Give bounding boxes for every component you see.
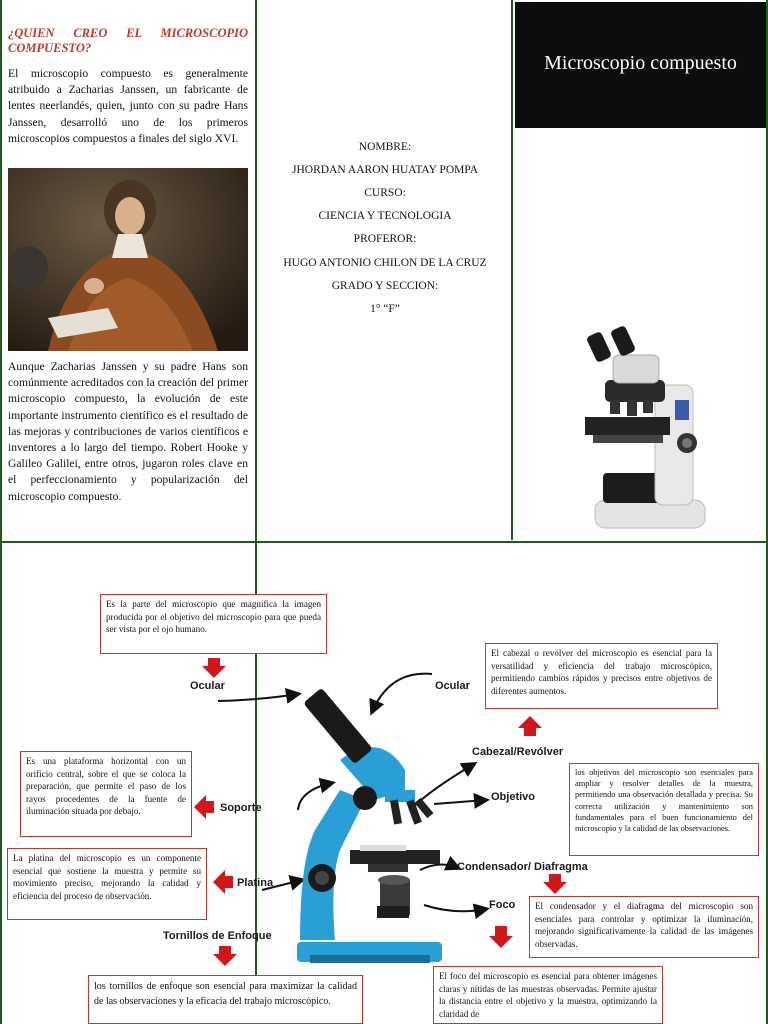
label-objetivo: Objetivo — [491, 791, 536, 803]
note-cabezal: El cabezal o revólver del microscopio es esencial para la versatilidad y eficiencia del trabajo microscópico, permitiendo cambios rápidos y precisos entre objetivos de diferentes aumentos. — [485, 643, 718, 709]
arrow-up-icon — [518, 716, 542, 736]
label-profesor: PROFEROR: — [353, 233, 417, 245]
note-foco: El foco del microscopio es esencial para obtener imágenes claras y nítidas de las muestras observadas. Permite ajustar la distancia entre el objetivo y la muestra, optimizando la claridad de — [433, 966, 663, 1024]
panel-title: ¿QUIEN CREO EL MICROSCOPIO — [8, 26, 248, 40]
label-grado: GRADO Y SECCION: — [331, 280, 439, 292]
note-ocular: Es la parte del microscopio que magnifica la imagen producida por el objetivo del microscopio para que pueda ser vista por el ojo humano. — [100, 594, 327, 654]
label-condensador: Condensador/ Diafragma — [457, 861, 588, 873]
label-soporte: Soporte — [220, 802, 262, 814]
cover-title: Microscopio compuesto — [544, 52, 737, 74]
intro-paragraph: El microscopio compuesto es generalmente atribuido a Zacharias Janssen, un fabricante de lentes neerlandés, quien, junto con su padre Hans Janssen, desarrolló uno de los primeros microscopios compuestos a finales del siglo XVI. — [8, 67, 248, 145]
label-foco: Foco — [489, 899, 516, 911]
grade-section: 1° “F” — [370, 303, 400, 315]
note-platina: La platina del microscopio es un componente esencial que sostiene la muestra y permite su movimiento preciso, mejorando la calidad y eficiencia del proceso de observación. — [7, 848, 207, 920]
arrow-left-icon — [194, 795, 214, 819]
red-arrows — [194, 658, 567, 966]
teacher-name: HUGO ANTONIO CHILON DE LA CRUZ — [283, 257, 487, 269]
student-name: JHORDAN AARON HUATAY POMPA — [292, 164, 478, 176]
arrow-left-icon — [213, 870, 233, 894]
arrow-down-icon — [543, 874, 567, 894]
microscope-diagram — [0, 543, 768, 1024]
janssen-portrait-image — [8, 168, 248, 351]
blue-microscope — [297, 688, 442, 963]
arrow-down-icon — [213, 946, 237, 966]
label-cabezal: Cabezal/Revólver — [472, 746, 564, 758]
label-nombre: NOMBRE: — [358, 141, 412, 153]
note-condensador: El condensador y el diafragma del microscopio son esenciales para controlar y optimizar la iluminación, mejorando significativamente la calidad de las imágenes observadas. — [529, 896, 759, 958]
note-objetivo: los objetivos del microscopio son esenciales para ampliar y resolver detalles de la muestra, permitiendo una observación detallada y precisa. Su correcta utilización y mantenimiento son fundamentales para el buen funcionamiento del microscopio y la calidad de las observaciones. — [569, 763, 759, 856]
label-platina: Platina — [237, 877, 274, 889]
arrow-down-icon — [202, 658, 226, 678]
course-name: CIENCIA Y TECNOLOGIA — [318, 210, 452, 222]
label-tornillos: Tornillos de Enfoque — [163, 930, 272, 942]
note-soporte: Es una plataforma horizontal con un orificio central, sobre el que se coloca la preparación, que permite el paso de los rayos procedentes de la fuente de iluminación situada por debajo. — [20, 751, 192, 837]
microscope-photo — [585, 325, 710, 530]
label-ocular-left: Ocular — [190, 680, 225, 692]
divider-2 — [511, 0, 513, 540]
arrow-down-icon — [489, 926, 513, 948]
history-paragraph: Aunque Zacharias Janssen y su padre Hans son comúnmente acreditados con la creación del primer microscopio compuesto, la evolución de este importante instrumento científico es el resultado de las mejoras y contribuciones de varios científicos e inventores a lo largo del tiempo. Robert Hooke y Galileo Galilei, entre otros, jugaron roles clave en el perfeccionamiento y popularización del microscopio compuesto. — [8, 360, 248, 503]
label-ocular-right: Ocular — [435, 680, 470, 692]
note-tornillos: los tornillos de enfoque son esencial para maximizar la calidad de las observaciones y la eficacia del trabajo microscópico. — [88, 975, 363, 1024]
panel-title-cont: COMPUESTO? — [8, 41, 92, 55]
label-curso: CURSO: — [364, 187, 406, 199]
